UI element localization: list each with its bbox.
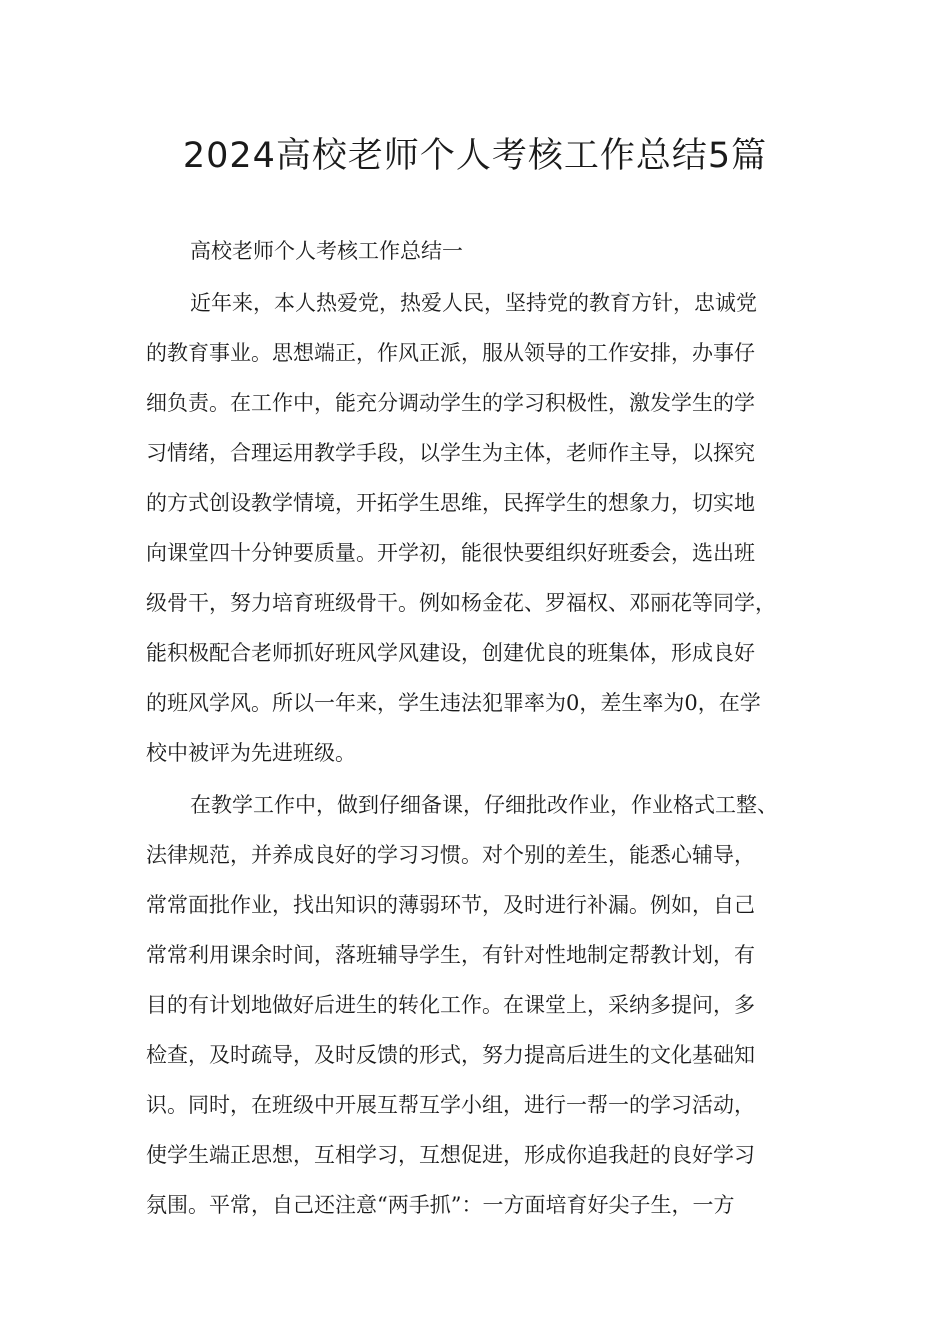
paragraph-line: 在教学工作中，做到仔细备课，仔细批改作业，作业格式工整、 — [190, 793, 778, 817]
section-heading: 高校老师个人考核工作总结一 — [190, 239, 463, 263]
paragraph-line: 识。同时，在班级中开展互帮互学小组，进行一帮一的学习活动， — [146, 1093, 755, 1117]
paragraph-line: 使学生端正思想，互相学习，互想促进，形成你追我赶的良好学习 — [146, 1143, 755, 1167]
paragraph-line: 检查，及时疏导，及时反馈的形式，努力提高后进生的文化基础知 — [146, 1043, 755, 1067]
paragraph-line: 目的有计划地做好后进生的转化工作。在课堂上，采纳多提问，多 — [146, 993, 755, 1017]
paragraph-line: 氛围。平常，自己还注意“两手抓”：一方面培育好尖子生，一方 — [146, 1193, 735, 1217]
paragraph-line: 的方式创设教学情境，开拓学生思维，民挥学生的想象力，切实地 — [146, 491, 755, 515]
paragraph-line: 的班风学风。所以一年来，学生违法犯罪率为0，差生率为0，在学 — [146, 691, 761, 715]
paragraph-line: 细负责。在工作中，能充分调动学生的学习积极性，激发学生的学 — [146, 391, 755, 415]
paragraph-line: 的教育事业。思想端正，作风正派，服从领导的工作安排，办事仔 — [146, 341, 755, 365]
paragraph-line: 校中被评为先进班级。 — [146, 741, 356, 765]
paragraph-line: 向课堂四十分钟要质量。开学初，能很快要组织好班委会，选出班 — [146, 541, 755, 565]
paragraph-line: 能积极配合老师抓好班风学风建设，创建优良的班集体，形成良好 — [146, 641, 755, 665]
paragraph-line: 习情绪，合理运用教学手段，以学生为主体，老师作主导，以探究 — [146, 441, 755, 465]
paragraph-line: 级骨干，努力培育班级骨干。例如杨金花、罗福权、邓丽花等同学， — [146, 591, 776, 615]
paragraph-line: 常常利用课余时间，落班辅导学生，有针对性地制定帮教计划，有 — [146, 943, 755, 967]
document-title: 2024高校老师个人考核工作总结5篇 — [182, 136, 768, 176]
paragraph-line: 近年来，本人热爱党，热爱人民，坚持党的教育方针，忠诚党 — [190, 291, 757, 315]
paragraph-line: 法律规范，并养成良好的学习习惯。对个别的差生，能悉心辅导， — [146, 843, 755, 867]
paragraph-line: 常常面批作业，找出知识的薄弱环节，及时进行补漏。例如，自己 — [146, 893, 755, 917]
